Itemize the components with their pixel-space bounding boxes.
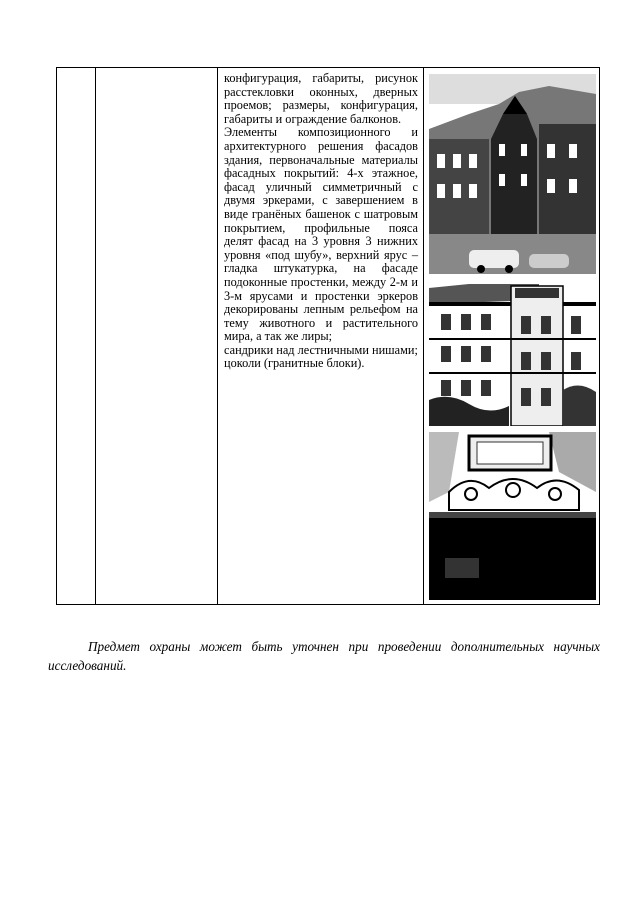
description-paragraph: конфигурация, габариты, рисунок расстекловки оконных, дверных проемов; размеры, конфигурация, габариты и ограждение балконов. (224, 71, 418, 126)
description-paragraph: сандрики над лестничными нишами; (224, 342, 418, 357)
facade-description (224, 72, 418, 371)
description-paragraph: цоколи (гранитные блоки). (224, 356, 365, 371)
column-divider-1 (95, 68, 96, 604)
column-divider-3 (423, 68, 424, 604)
description-paragraph: Элементы композиционного и архитектурного решения фасадов здания, первоначальные материалы фасадных покрытий: 4-х этажное, фасад уличный симметричный с двумя эркерами, с завершением в виде гранёных башенок с шатровым покрытием, профильные пояса делят фасад на 3 уровня 3 нижних уровня «под шубу», верхний ярус – гладка штукатурка, на фасаде подоконные простенки, между 2-м и 3-м ярусами и простенки эркеров декорированы лепным рельефом на тему животного и растительного мира, а так же лиры; (224, 125, 418, 344)
stucco-decoration-photo (429, 432, 596, 600)
footer-note: Предмет охраны может быть уточнен при проведении дополнительных научных исследований. (48, 639, 600, 674)
protection-subject-table (56, 67, 600, 605)
column-divider-2 (217, 68, 218, 604)
building-corner-photo (429, 74, 596, 274)
facade-bay-window-photo (429, 280, 596, 426)
